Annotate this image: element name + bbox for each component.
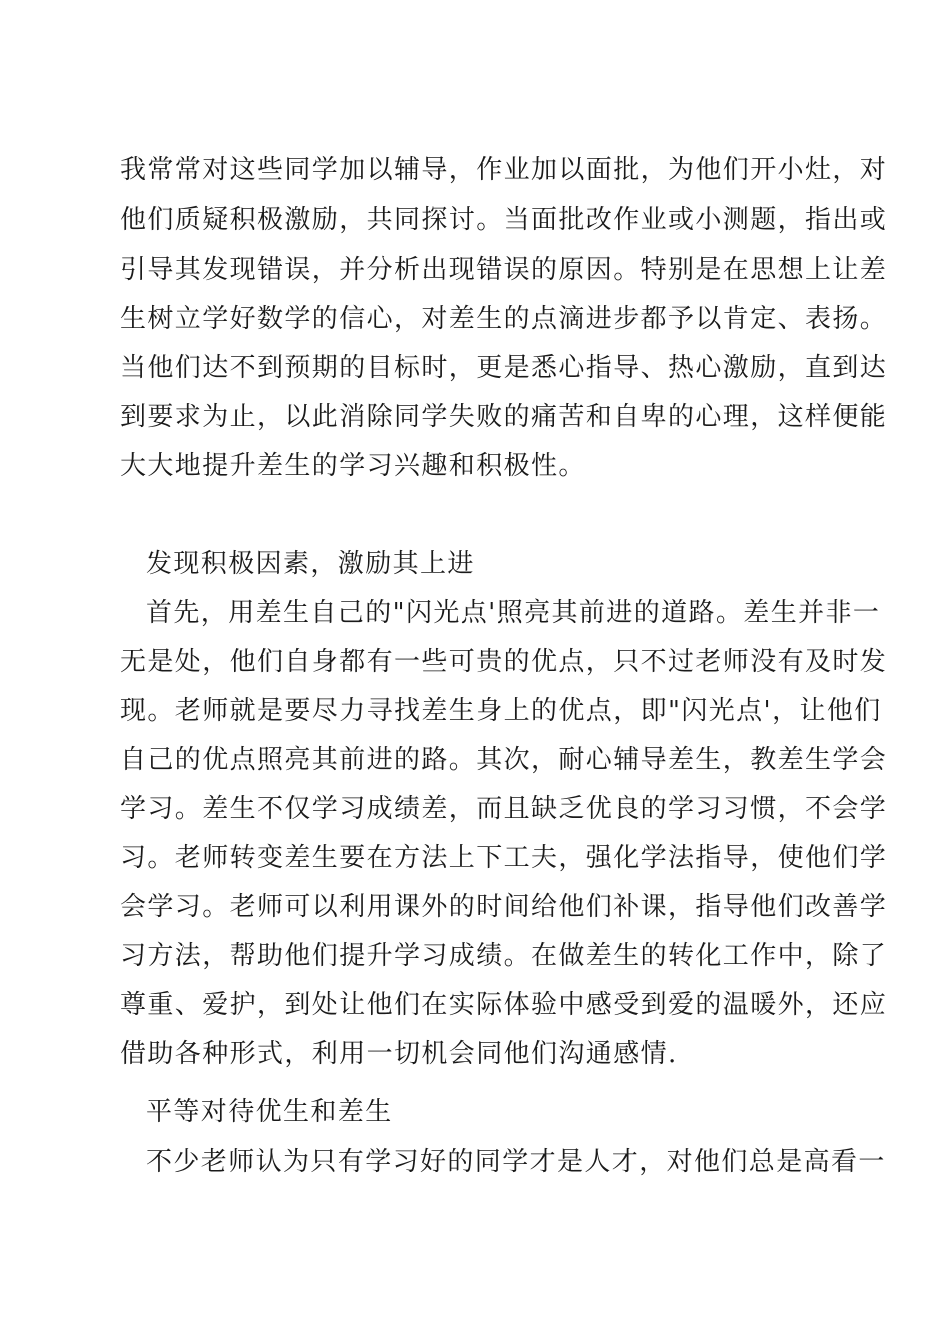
text-line: 生树立学好数学的信心，对差生的点滴进步都予以肯定、表扬。 [120,304,888,334]
text-line: 习方法，帮助他们提升学习成绩。在做差生的转化工作中，除了 [120,941,888,971]
text-line: 无是处，他们自身都有一些可贵的优点，只不过老师没有及时发 [120,647,888,677]
text-line: 学习。差生不仅学习成绩差，而且缺乏优良的学习习惯，不会学 [120,794,888,824]
text-line: 首先，用差生自己的"闪光点'照亮其前进的道路。差生并非一 [146,598,881,628]
text-line: 到要求为止，以此消除同学失败的痛苦和自卑的心理，这样便能 [120,402,888,432]
text-line: 现。老师就是要尽力寻找差生身上的优点，即"闪光点'，让他们 [120,696,882,726]
text-line: 习。老师转变差生要在方法上下工夫，强化学法指导，使他们学 [120,843,888,873]
text-line: 会学习。老师可以利用课外的时间给他们补课，指导他们改善学 [120,892,888,922]
text-line: 借助各种形式，利用一切机会同他们沟通感情. [120,1039,678,1069]
text-line: 我常常对这些同学加以辅导，作业加以面批，为他们开小灶，对 [120,155,888,185]
section-heading: 平等对待优生和差生 [146,1097,393,1127]
text-line: 引导其发现错误，并分析出现错误的原因。特别是在思想上让差 [120,255,888,285]
text-line: 当他们达不到预期的目标时，更是悉心指导、热心激励，直到达 [120,353,888,383]
text-line: 自己的优点照亮其前进的路。其次，耐心辅导差生，教差生学会 [120,745,888,775]
text-line: 不少老师认为只有学习好的同学才是人才，对他们总是高看一 [146,1147,886,1177]
section-heading: 发现积极因素，激励其上进 [146,549,475,579]
text-line: 尊重、爱护，到处让他们在实际体验中感受到爱的温暖外，还应 [120,990,888,1020]
text-line: 大大地提升差生的学习兴趣和积极性。 [120,451,586,481]
text-line: 他们质疑积极激励，共同探讨。当面批改作业或小测题，指出或 [120,205,888,235]
